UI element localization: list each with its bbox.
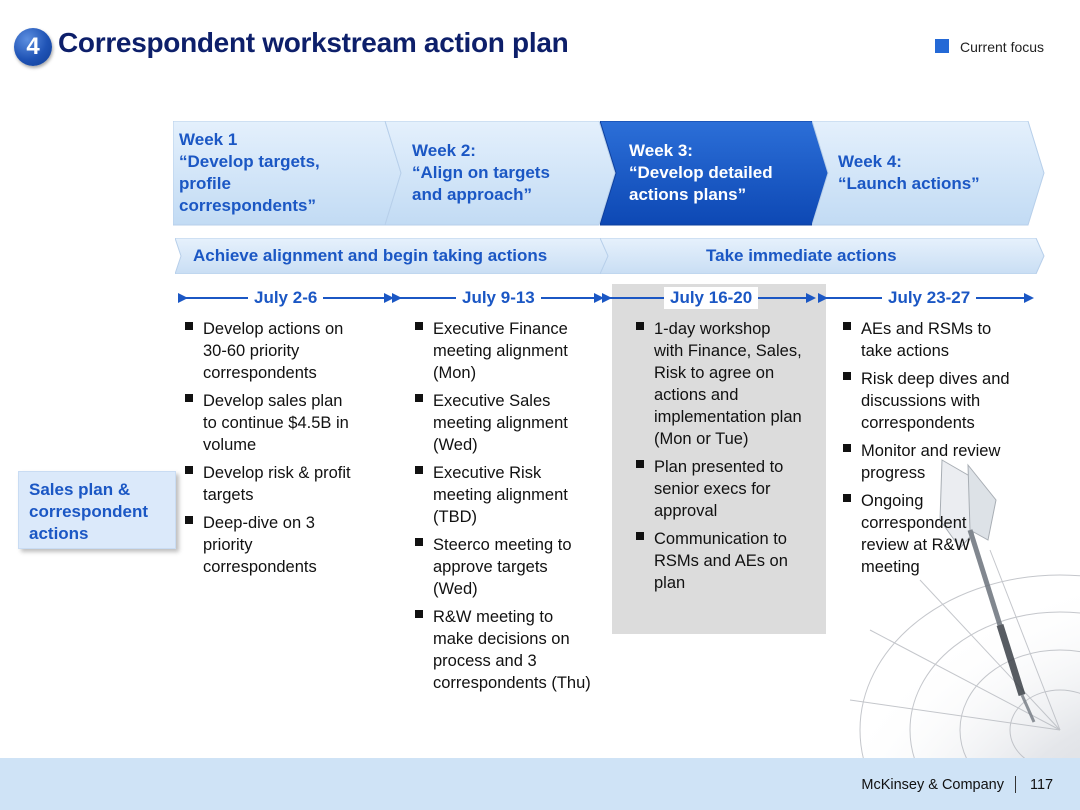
- week-2-line-3: and approach”: [412, 185, 532, 204]
- list-item: Risk deep dives and discussions with correspondents: [841, 368, 1041, 434]
- list-item: 1-day workshop with Finance, Sales, Risk to agree on actions and implementation plan (Mon or Tue): [634, 318, 826, 450]
- week-1-line-4: correspondents”: [179, 196, 316, 215]
- row-label-line-1: Sales plan &: [29, 480, 131, 499]
- list-item: Develop risk & profit targets: [183, 462, 383, 506]
- date-label-week-1: July 2-6: [248, 287, 323, 309]
- date-timeline: [174, 287, 1040, 309]
- bullet-square-icon: [185, 322, 193, 330]
- row-label-line-2: correspondent: [29, 502, 149, 521]
- list-item: Monitor and review progress: [841, 440, 1041, 484]
- week-2-line-2: “Align on targets: [412, 163, 550, 182]
- bullet-square-icon: [415, 610, 423, 618]
- column-week-4-actions: [841, 318, 1041, 584]
- bullet-square-icon: [415, 394, 423, 402]
- footer-divider: [1015, 776, 1016, 793]
- bullet-square-icon: [843, 444, 851, 452]
- column-week-2-actions: [413, 318, 613, 700]
- list-item: Develop actions on 30-60 priority correspondents: [183, 318, 383, 384]
- bullet-square-icon: [843, 322, 851, 330]
- list-item: Communication to RSMs and AEs on plan: [634, 528, 826, 594]
- step-number-badge: 4: [14, 28, 52, 66]
- date-label-week-4: July 23-27: [882, 287, 976, 309]
- week-1-line-2: “Develop targets,: [179, 152, 320, 171]
- current-focus-legend-swatch: [935, 39, 949, 53]
- column-week-1-actions: [183, 318, 383, 584]
- week-1-line-1: Week 1: [179, 130, 238, 149]
- week-1-line-3: profile: [179, 174, 231, 193]
- bullet-square-icon: [843, 372, 851, 380]
- row-label-box: [18, 471, 176, 549]
- list-item: Plan presented to senior execs for approval: [634, 456, 826, 522]
- list-item: R&W meeting to make decisions on process and 3 correspondents (Thu): [413, 606, 613, 694]
- week-3-line-1: Week 3:: [629, 141, 693, 160]
- list-item: AEs and RSMs to take actions: [841, 318, 1041, 362]
- list-item: Develop sales plan to continue $4.5B in volume: [183, 390, 383, 456]
- bullet-square-icon: [185, 466, 193, 474]
- list-item: Ongoing correspondent review at R&W meeting: [841, 490, 1041, 578]
- phase-label-alignment: Achieve alignment and begin taking actions: [193, 246, 548, 265]
- phase-label-immediate-actions: Take immediate actions: [706, 246, 897, 265]
- list-item: Executive Sales meeting alignment (Wed): [413, 390, 613, 456]
- page-title: Correspondent workstream action plan: [58, 27, 569, 58]
- bullet-square-icon: [415, 538, 423, 546]
- list-item: Deep-dive on 3 priority correspondents: [183, 512, 383, 578]
- date-label-week-3: July 16-20: [664, 287, 758, 309]
- list-item: Executive Finance meeting alignment (Mon): [413, 318, 613, 384]
- week-3-chevron-current-focus: [600, 121, 832, 226]
- week-2-chevron: [385, 121, 617, 226]
- week-3-line-2: “Develop detailed: [629, 163, 773, 182]
- list-item: Executive Risk meeting alignment (TBD): [413, 462, 613, 528]
- row-label-line-3: actions: [29, 524, 89, 543]
- week-4-line-1: Week 4:: [838, 152, 902, 171]
- bullet-square-icon: [415, 466, 423, 474]
- bullet-square-icon: [415, 322, 423, 330]
- bullet-square-icon: [843, 494, 851, 502]
- list-item: Steerco meeting to approve targets (Wed): [413, 534, 613, 600]
- week-2-line-1: Week 2:: [412, 141, 476, 160]
- phase-bar-immediate-actions: [600, 238, 1048, 274]
- page-number: 117: [1030, 777, 1054, 793]
- week-4-chevron: [812, 121, 1048, 226]
- phase-bar-alignment: [175, 238, 615, 274]
- week-1-chevron: [173, 121, 403, 226]
- footer-company-name: McKinsey & Company: [861, 777, 1004, 793]
- bullet-square-icon: [185, 516, 193, 524]
- bullet-square-icon: [636, 322, 644, 330]
- bullet-square-icon: [636, 532, 644, 540]
- current-focus-legend-label: Current focus: [960, 39, 1045, 55]
- bullet-square-icon: [185, 394, 193, 402]
- column-week-3-actions: [634, 318, 826, 600]
- bullet-square-icon: [636, 460, 644, 468]
- date-label-week-2: July 9-13: [456, 287, 541, 309]
- week-3-line-3: actions plans”: [629, 185, 747, 204]
- week-4-line-2: “Launch actions”: [838, 174, 980, 193]
